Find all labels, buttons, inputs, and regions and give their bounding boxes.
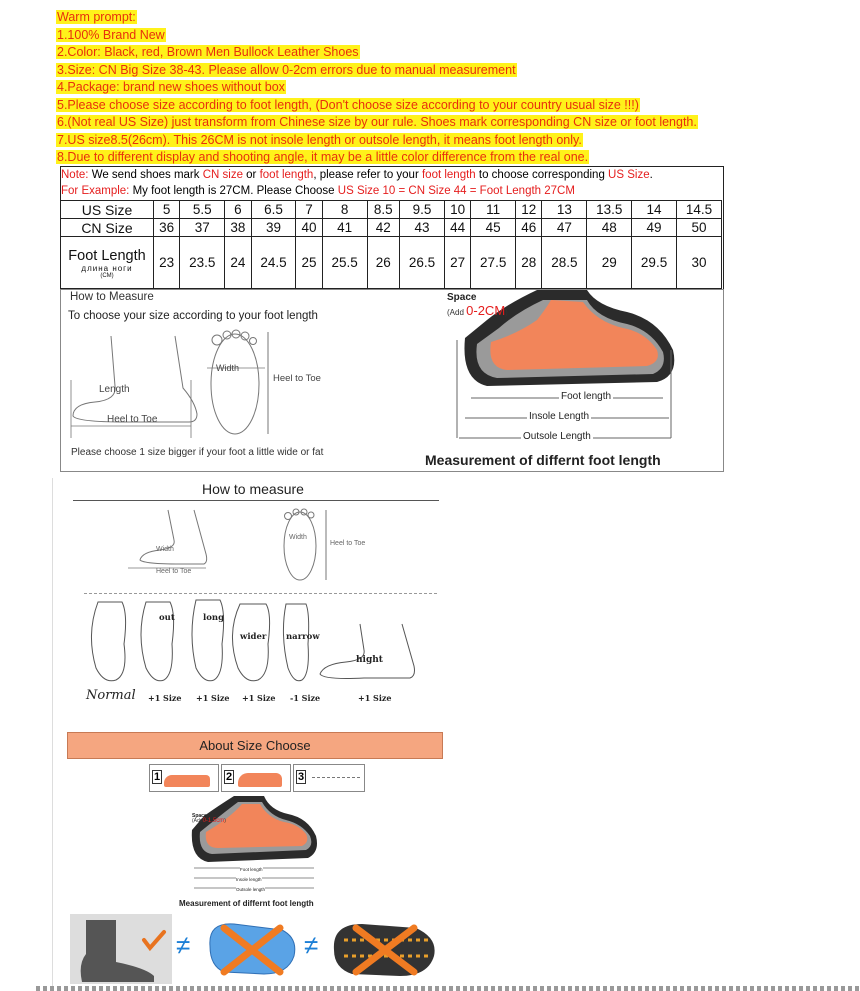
foot-length-cell: 26	[367, 237, 400, 289]
insole-length-label-2: Insole length	[236, 877, 262, 882]
size-adjust: +1 Size	[196, 693, 230, 703]
cn-size-cell: 44	[444, 219, 470, 237]
not-equal-sign-2: ≠	[304, 930, 319, 960]
shoe-foot-illustration-2	[190, 794, 320, 890]
warm-prompt-title: Warm prompt:	[57, 10, 136, 24]
width-label: Width	[216, 363, 240, 373]
heel-to-toe-label-3: Heel to Toe	[156, 568, 192, 575]
size-table	[60, 200, 722, 289]
cn-size-cell: 49	[632, 219, 677, 237]
cn-size-cell: 43	[400, 219, 445, 237]
us-size-cell: 12	[516, 201, 542, 219]
us-size-cell: 6.5	[251, 201, 296, 219]
outsole-length-label-2: Outsole length	[236, 887, 266, 892]
prompt-line: 5.Please choose size according to foot length, (Don't choose size according to your country usual size !!!)	[57, 98, 639, 112]
step-strip	[149, 762, 365, 792]
foot-type-label: wider	[240, 632, 267, 642]
foot-length-label: Foot length	[561, 391, 612, 402]
us-size-cell: 14.5	[676, 201, 721, 219]
foot-type-label: narrow	[286, 632, 320, 642]
size-note: Note: We send shoes mark CN size or foot length, please refer to your foot length to choose corresponding US Size.	[61, 169, 653, 181]
title-underline	[73, 500, 439, 501]
foot-type-label: hight	[356, 655, 383, 665]
cn-size-cell: 36	[154, 219, 180, 237]
heel-to-toe-label-4: Heel to Toe	[330, 540, 366, 547]
foot-length-cell: 27.5	[471, 237, 516, 289]
size-adjust: +1 Size	[358, 693, 392, 703]
us-size-row	[61, 201, 722, 219]
size-adjust: +1 Size	[148, 693, 182, 703]
us-size-cell: 11	[471, 201, 516, 219]
prompt-line: 7.US size8.5(26cm). This 26CM is not insole length or outsole length, it means foot length only.	[57, 133, 582, 147]
width-label-2: Width	[156, 546, 174, 553]
prompt-line: 8.Due to different display and shooting angle, it may be a little color difference from the real one.	[57, 150, 589, 164]
us-size-cell: 5	[154, 201, 180, 219]
space-add-2: (Add0-1.5cm)	[192, 818, 226, 824]
cut-off-text-line	[36, 986, 860, 991]
size-adjust: +1 Size	[242, 693, 276, 703]
us-size-cell: 8	[322, 201, 367, 219]
cn-size-cell: 40	[296, 219, 322, 237]
side-foot-illustration-2	[120, 506, 210, 576]
foot-length-cell: 30	[676, 237, 721, 289]
cn-size-cell: 48	[587, 219, 632, 237]
foot-length-cell: 24	[225, 237, 251, 289]
heel-to-toe-label-2: Heel to Toe	[273, 373, 321, 384]
foot-type-label: out	[159, 613, 175, 623]
foot-length-cell: 25.5	[322, 237, 367, 289]
us-size-cell: 5.5	[180, 201, 225, 219]
foot-length-cell: 29	[587, 237, 632, 289]
step-box	[149, 764, 219, 792]
insole-length-label: Insole Length	[529, 411, 590, 422]
cn-size-row	[61, 219, 722, 237]
us-size-cell: 13.5	[587, 201, 632, 219]
foot-length-cell: 29.5	[632, 237, 677, 289]
length-label: Length	[99, 384, 130, 395]
width-label-3: Width	[289, 534, 307, 541]
prompt-line: 4.Package: brand new shoes without box	[57, 80, 285, 94]
foot-photo-shape	[70, 914, 172, 984]
measure-panel	[60, 289, 724, 472]
normal-label: Normal	[86, 688, 136, 703]
measure-panel-subtitle: To choose your size according to your foot length	[68, 310, 318, 322]
about-size-banner	[67, 732, 443, 759]
foot-icon	[238, 773, 282, 787]
us-size-cell: 8.5	[367, 201, 400, 219]
space-add: (Add 0-2CM)	[447, 303, 508, 318]
step-box	[221, 764, 291, 792]
us-size-cell: 10	[444, 201, 470, 219]
cn-size-cell: 42	[367, 219, 400, 237]
bigger-size-note: Please choose 1 size bigger if your foot a little wide or fat	[71, 447, 324, 458]
how-to-measure-title: How to measure	[202, 481, 304, 497]
cn-size-cell: 45	[471, 219, 516, 237]
foot-length-cell: 24.5	[251, 237, 296, 289]
measure-panel-title: How to Measure	[70, 291, 154, 303]
cn-size-cell: 46	[516, 219, 542, 237]
insole-photo	[204, 916, 300, 982]
foot-photo	[70, 914, 172, 984]
us-size-label: US Size	[61, 201, 154, 219]
cn-size-cell: 47	[542, 219, 587, 237]
step-number: 3	[298, 771, 305, 783]
cn-size-label: CN Size	[61, 219, 154, 237]
space-label: Space	[447, 292, 477, 303]
space-label-2: Space	[192, 813, 207, 819]
foot-length-cell: 23.5	[180, 237, 225, 289]
step-box	[293, 764, 365, 792]
measurement-caption-2: Measurement of differnt foot length	[179, 899, 314, 908]
cn-size-cell: 39	[251, 219, 296, 237]
size-example: For Example: My foot length is 27CM. Please Choose US Size 10 = CN Size 44 = Foot Length 27CM	[61, 185, 575, 197]
step-number: 2	[226, 771, 233, 783]
foot-length-label-2: Foot length	[240, 867, 263, 872]
foot-length-cell: 28.5	[542, 237, 587, 289]
foot-length-cell: 27	[444, 237, 470, 289]
us-size-cell: 14	[632, 201, 677, 219]
cn-size-cell: 38	[225, 219, 251, 237]
foot-type-label: long	[203, 613, 225, 623]
top-foot-illustration-2	[278, 504, 338, 584]
us-size-cell: 9.5	[400, 201, 445, 219]
prompt-line: 1.100% Brand New	[57, 28, 165, 42]
prompt-line: 2.Color: Black, red, Brown Men Bullock Leather Shoes	[57, 45, 359, 59]
about-size-title: About Size Choose	[199, 738, 311, 753]
cn-size-cell: 50	[676, 219, 721, 237]
foot-length-row	[61, 237, 722, 289]
measurement-caption: Measurement of differnt foot length	[425, 452, 661, 468]
prompt-line: 3.Size: CN Big Size 38-43. Please allow 0-2cm errors due to manual measurement	[57, 63, 516, 77]
foot-length-cell: 25	[296, 237, 322, 289]
foot-length-cell: 23	[154, 237, 180, 289]
heel-to-toe-label: Heel to Toe	[107, 414, 158, 425]
foot-length-cell: 26.5	[400, 237, 445, 289]
foot-icon	[164, 775, 210, 787]
outsole-length-label: Outsole Length	[523, 431, 591, 442]
us-size-cell: 7	[296, 201, 322, 219]
not-equal-sign: ≠	[176, 930, 191, 960]
foot-length-label: Foot Length длина ноги (CM)	[61, 237, 154, 289]
outsole-shape	[330, 916, 440, 982]
cn-size-cell: 41	[322, 219, 367, 237]
us-size-cell: 6	[225, 201, 251, 219]
size-adjust: -1 Size	[290, 693, 321, 703]
space-range: 0-2CM	[466, 303, 506, 318]
us-size-cell: 13	[542, 201, 587, 219]
cn-size-cell: 37	[180, 219, 225, 237]
insole-shape	[204, 916, 300, 982]
prompt-line: 6.(Not real US Size) just transform from Chinese size by our rule. Shoes mark corresponding CN size or foot length.	[57, 115, 697, 129]
outsole-photo	[330, 916, 440, 982]
step-number: 1	[154, 771, 161, 783]
foot-length-cell: 28	[516, 237, 542, 289]
ruler-icon	[312, 777, 360, 778]
